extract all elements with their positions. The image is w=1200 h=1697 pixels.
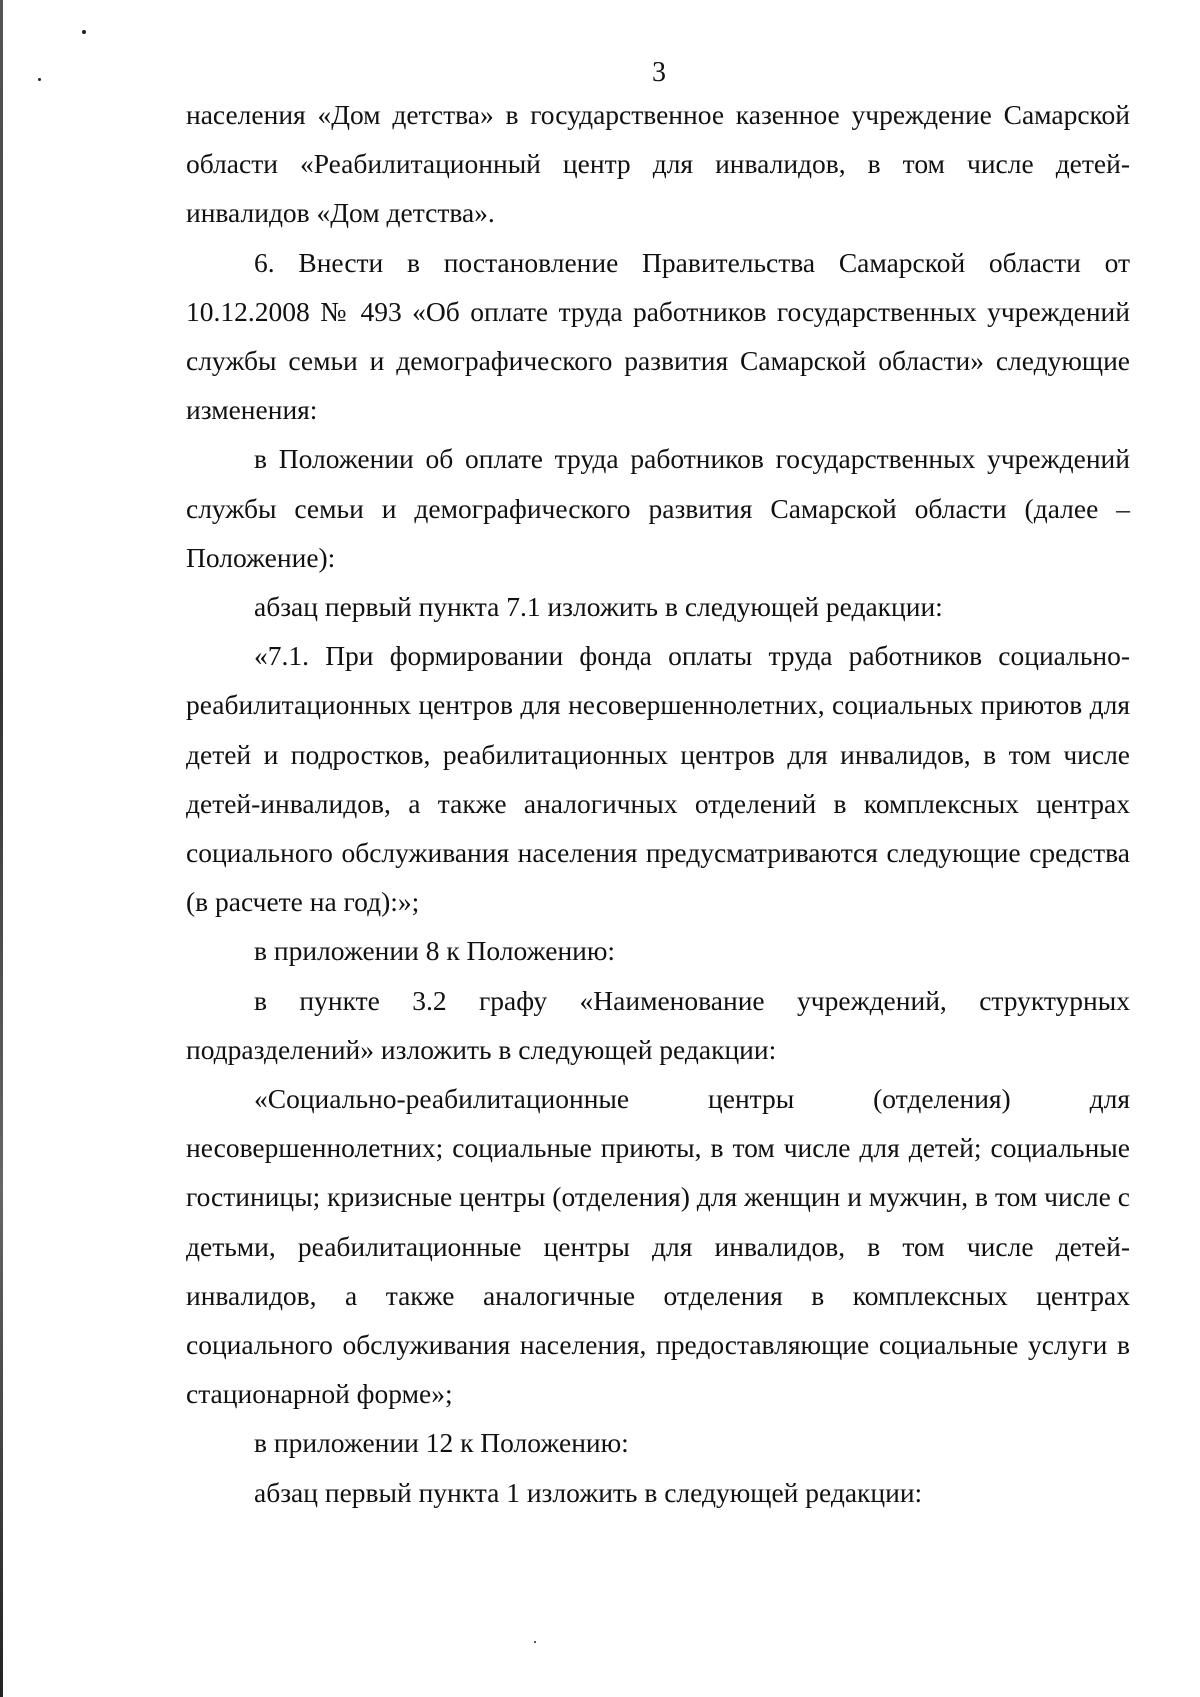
paragraph-annex-8: в приложении 8 к Положению:: [254, 935, 616, 967]
paragraph-annex-12: в приложении 12 к Положению:: [254, 1427, 629, 1459]
paragraph-item-1-intro: абзац первый пункта 1 изложить в следующей редакции:: [254, 1476, 923, 1508]
document-body: [186, 90, 1130, 1517]
scan-speck: [82, 30, 86, 34]
paragraph-in-regulation: в Положении об оплате труда работников государственных учреждений службы семьи и демографического развития Самарской области (далее – Положение):: [186, 443, 1130, 573]
page-number: 3: [652, 57, 666, 88]
scan-speck: [534, 1641, 536, 1643]
paragraph-7-1-intro: абзац первый пункта 7.1 изложить в следующей редакции:: [254, 591, 943, 623]
scan-edge: [0, 0, 3, 1697]
paragraph-continuation: населения «Дом детства» в государственное казенное учреждение Самарской области «Реабилитационный центр для инвалидов, в том числе детей-инвалидов «Дом детства».: [186, 99, 1130, 229]
paragraph-item-3-2-text: «Социально-реабилитационные центры (отделения) для несовершеннолетних; социальные приюты, в том числе для детей; социальные гостиницы; кризисные центры (отделения) для женщин и мужчин, в том числе с детьми, реабилитационные центры для инвалидов, в том числе детей-инвалидов, а также аналогичные отделения в комплексных центрах социального обслуживания населения, предоставляющие социальные услуги в стационарной форме»;: [186, 1083, 1130, 1410]
paragraph-7-1-text: «7.1. При формировании фонда оплаты труда работников социально-реабилитационных центров для несовершеннолетних, социальных приютов для детей и подростков, реабилитационных центров для инвалидов, в том числе детей-инвалидов, а также аналогичных отделений в комплексных центрах социального обслуживания населения предусматриваются следующие средства (в расчете на год):»;: [186, 640, 1130, 918]
paragraph-item-6: 6. Внести в постановление Правительства Самарской области от 10.12.2008 № 493 «Об оплате труда работников государственных учреждений службы семьи и демографического развития Самарской области» следующие изменения:: [186, 246, 1130, 426]
paragraph-item-3-2: в пункте 3.2 графу «Наименование учреждений, структурных подразделений» изложить в следующей редакции:: [186, 984, 1130, 1065]
